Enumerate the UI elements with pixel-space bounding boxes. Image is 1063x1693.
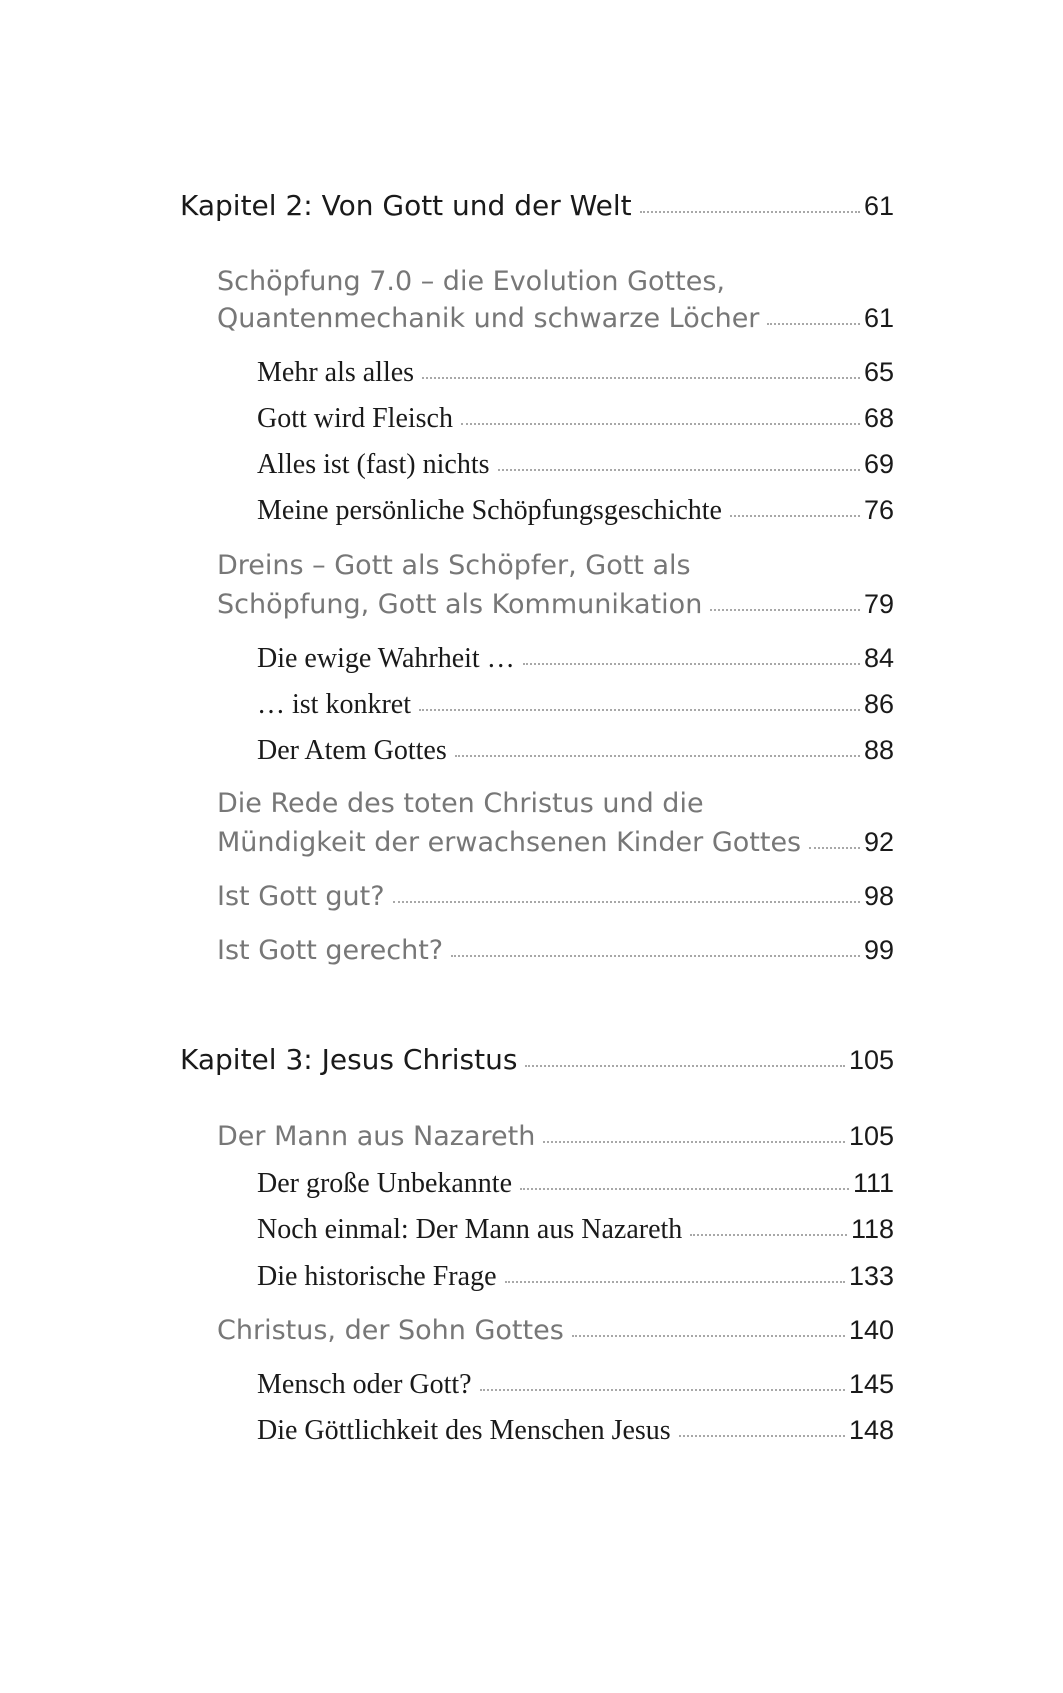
dot-leader [480, 1389, 845, 1391]
entry-title: Mehr als alles [257, 357, 415, 388]
dot-leader [451, 955, 860, 957]
toc-entry-sub-ist-konkret[interactable] [257, 684, 894, 724]
entry-title: Der Mann aus Nazareth [217, 1121, 536, 1152]
page-number: 133 [848, 1261, 894, 1291]
entry-title: Ist Gott gut? [217, 881, 385, 912]
page-number: 68 [863, 403, 894, 433]
dot-leader [461, 423, 860, 425]
toc-entry-chapter-2[interactable] [180, 186, 894, 226]
toc-entry-sub-ewige-wahrheit[interactable] [257, 638, 894, 678]
dot-leader [455, 755, 860, 757]
page-number: 92 [863, 827, 894, 857]
page-number: 111 [852, 1168, 894, 1198]
entry-title: Meine persönliche Schöpfungsgeschichte [257, 495, 722, 526]
page-number: 105 [848, 1121, 894, 1151]
entry-title: Mündigkeit der erwachsenen Kinder Gottes [217, 827, 802, 858]
toc-entry-sub-mehr-als-alles[interactable] [257, 352, 894, 392]
toc-entry-section-rede[interactable] [217, 822, 894, 862]
dot-leader [422, 377, 860, 379]
entry-title: Quantenmechanik und schwarze Löcher [217, 303, 760, 334]
entry-title: … ist konkret [257, 689, 411, 720]
page-number: 86 [863, 689, 894, 719]
dot-leader [523, 663, 860, 665]
toc-entry-sub-noch-einmal[interactable] [257, 1209, 894, 1249]
entry-title: Die Göttlichkeit des Menschen Jesus [257, 1415, 671, 1446]
toc-entry-sub-mensch-oder-gott[interactable] [257, 1364, 894, 1404]
page-number: 98 [863, 881, 894, 911]
toc-entry-section-gott-gerecht[interactable] [217, 930, 894, 970]
toc-entry-sub-atem-gottes[interactable] [257, 730, 894, 770]
page-number: 65 [863, 357, 894, 387]
toc-entry-section-line1[interactable]: Schöpfung 7.0 – die Evolution Gottes, [217, 266, 725, 297]
toc-entry-sub-gott-wird-fleisch[interactable] [257, 398, 894, 438]
entry-title: Alles ist (fast) nichts [257, 449, 490, 480]
toc-entry-section-schoepfung[interactable] [217, 298, 894, 338]
dot-leader [393, 901, 860, 903]
entry-title: Der große Unbekannte [257, 1168, 513, 1199]
dot-leader [520, 1188, 849, 1190]
page-number: 61 [863, 191, 894, 221]
page-number: 99 [863, 935, 894, 965]
page-number: 145 [848, 1369, 894, 1399]
page-number: 69 [863, 449, 894, 479]
entry-title: Gott wird Fleisch [257, 403, 453, 434]
dot-leader [767, 323, 860, 325]
toc-entry-sub-grosse-unbekannte[interactable] [257, 1163, 894, 1203]
toc-entry-section-dreins[interactable] [217, 584, 894, 624]
dot-leader [543, 1141, 845, 1143]
toc-entry-sub-alles-ist-nichts[interactable] [257, 444, 894, 484]
page-number: 88 [863, 735, 894, 765]
toc-entry-section-mann-nazareth[interactable] [217, 1116, 894, 1156]
entry-title: Christus, der Sohn Gottes [217, 1315, 564, 1346]
dot-leader [640, 211, 860, 213]
dot-leader [730, 515, 860, 517]
entry-title: Ist Gott gerecht? [217, 935, 444, 966]
entry-title: Die ewige Wahrheit … [257, 643, 515, 674]
page-number: 140 [848, 1315, 894, 1345]
toc-entry-sub-goettlichkeit[interactable] [257, 1410, 894, 1450]
entry-title: Noch einmal: Der Mann aus Nazareth [257, 1214, 683, 1245]
entry-title: Kapitel 2: Von Gott und der Welt [180, 189, 632, 222]
dot-leader [690, 1234, 847, 1236]
dot-leader [525, 1065, 845, 1067]
page-number: 76 [863, 495, 894, 525]
entry-title: Schöpfung, Gott als Kommunikation [217, 589, 703, 620]
page-number: 105 [848, 1045, 894, 1075]
page-number: 79 [863, 589, 894, 619]
toc-entry-sub-schoepfungsgeschichte[interactable] [257, 490, 894, 530]
entry-title: Kapitel 3: Jesus Christus [180, 1043, 518, 1076]
dot-leader [710, 609, 860, 611]
entry-title: Mensch oder Gott? [257, 1369, 472, 1400]
toc-entry-section-line1[interactable]: Dreins – Gott als Schöpfer, Gott als [217, 550, 691, 581]
dot-leader [809, 847, 860, 849]
page-number: 84 [863, 643, 894, 673]
page-number: 148 [848, 1415, 894, 1445]
entry-title: Die historische Frage [257, 1261, 497, 1292]
toc-entry-section-sohn-gottes[interactable] [217, 1310, 894, 1350]
dot-leader [498, 469, 860, 471]
dot-leader [572, 1335, 845, 1337]
dot-leader [505, 1281, 845, 1283]
dot-leader [419, 709, 860, 711]
toc-entry-chapter-3[interactable] [180, 1040, 894, 1080]
page-number: 61 [863, 303, 894, 333]
page-number: 118 [850, 1214, 894, 1244]
dot-leader [679, 1435, 845, 1437]
entry-title: Der Atem Gottes [257, 735, 447, 766]
toc-entry-section-line1[interactable]: Die Rede des toten Christus und die [217, 788, 704, 819]
toc-entry-section-gott-gut[interactable] [217, 876, 894, 916]
toc-entry-sub-historische-frage[interactable] [257, 1256, 894, 1296]
